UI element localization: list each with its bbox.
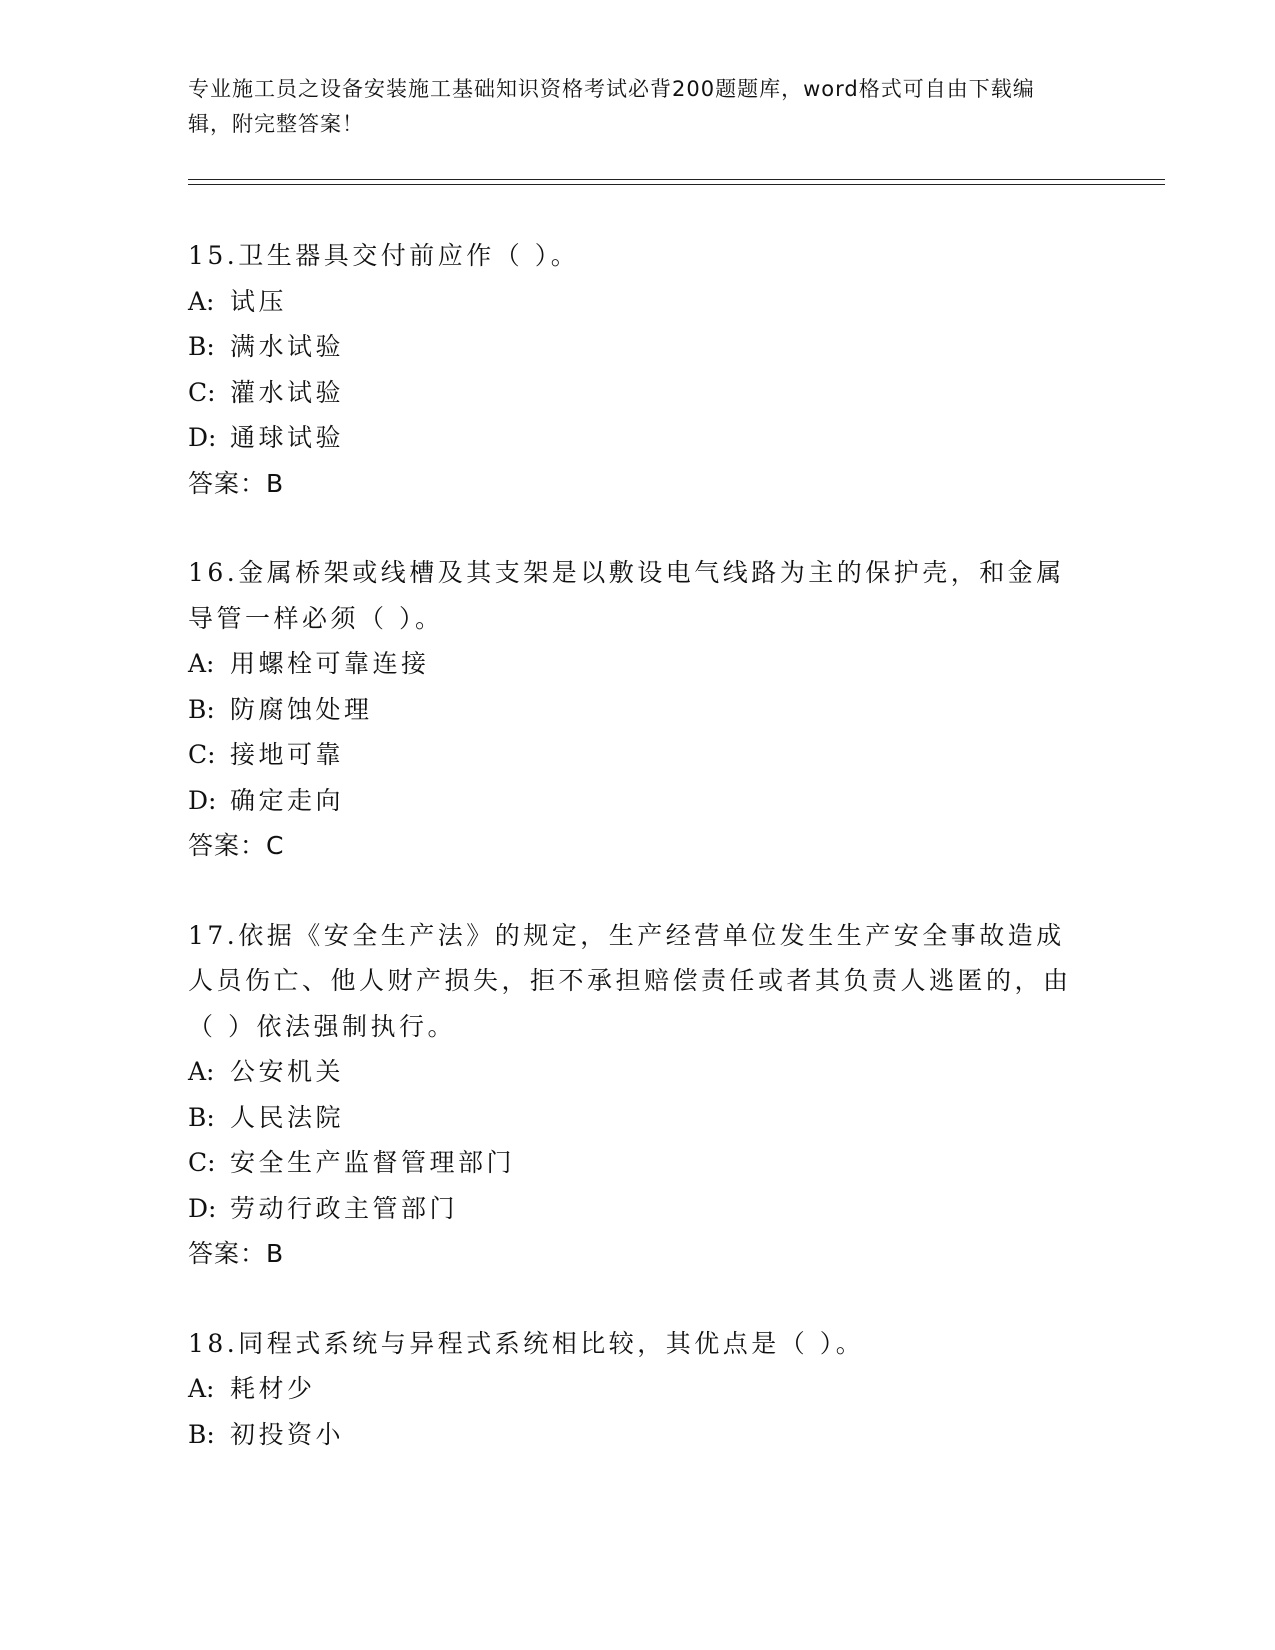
option-letter: C: bbox=[188, 1148, 216, 1177]
option-d bbox=[188, 1186, 1088, 1232]
option-d bbox=[188, 415, 1088, 461]
document-header: 专业施工员之设备安装施工基础知识资格考试必背200题题库，word格式可自由下载编辑，附完整答案！ bbox=[188, 77, 1035, 136]
option-text: 耗材少 bbox=[230, 1374, 316, 1403]
option-letter: A: bbox=[188, 286, 215, 316]
option-text: 人民法院 bbox=[230, 1102, 345, 1132]
option-c bbox=[188, 1140, 1088, 1186]
option-c bbox=[188, 370, 1088, 416]
question-18 bbox=[188, 1321, 1088, 1458]
option-b bbox=[188, 324, 1088, 370]
header-divider-bottom bbox=[188, 184, 1165, 185]
option-letter: D: bbox=[188, 1193, 217, 1223]
option-text: 防腐蚀处理 bbox=[230, 694, 373, 724]
option-letter: A: bbox=[188, 649, 215, 678]
answer-line: 答案：B bbox=[188, 468, 285, 498]
question-17 bbox=[188, 913, 1088, 1277]
option-b bbox=[188, 1412, 1088, 1458]
option-letter: D: bbox=[188, 785, 217, 815]
question-stem: 15.卫生器具交付前应作（ ）。 bbox=[188, 241, 580, 270]
answer-line: 答案：C bbox=[188, 831, 285, 860]
option-letter: B: bbox=[188, 1419, 215, 1449]
header-divider-top bbox=[188, 179, 1165, 180]
option-letter: C: bbox=[188, 740, 216, 769]
question-15 bbox=[188, 233, 1088, 506]
option-text: 安全生产监督管理部门 bbox=[230, 1148, 516, 1177]
option-text: 确定走向 bbox=[230, 785, 345, 815]
option-letter: B: bbox=[188, 1102, 215, 1132]
option-b bbox=[188, 1095, 1088, 1141]
question-stem: 18.同程式系统与异程式系统相比较，其优点是（ ）。 bbox=[188, 1328, 865, 1358]
option-text: 试压 bbox=[230, 286, 288, 316]
option-text: 用螺栓可靠连接 bbox=[230, 649, 430, 678]
option-c bbox=[188, 732, 1088, 778]
question-16 bbox=[188, 550, 1088, 869]
option-letter: A: bbox=[188, 1057, 215, 1086]
answer-line: 答案：B bbox=[188, 1239, 285, 1268]
option-a bbox=[188, 1049, 1088, 1095]
option-text: 满水试验 bbox=[230, 332, 345, 361]
option-d bbox=[188, 778, 1088, 824]
option-a bbox=[188, 641, 1088, 687]
option-text: 公安机关 bbox=[230, 1057, 345, 1086]
option-text: 灌水试验 bbox=[230, 377, 345, 407]
option-letter: C: bbox=[188, 377, 216, 407]
option-text: 通球试验 bbox=[230, 423, 345, 452]
option-text: 接地可靠 bbox=[230, 740, 345, 769]
option-letter: B: bbox=[188, 694, 215, 724]
option-a bbox=[188, 279, 1088, 325]
option-letter: A: bbox=[188, 1374, 215, 1403]
option-text: 劳动行政主管部门 bbox=[230, 1193, 459, 1223]
option-a bbox=[188, 1366, 1088, 1412]
question-list bbox=[188, 233, 1088, 1501]
option-b bbox=[188, 687, 1088, 733]
question-stem: 16.金属桥架或线槽及其支架是以敷设电气线路为主的保护壳，和金属导管一样必须（ ）。 bbox=[188, 558, 1065, 633]
option-text: 初投资小 bbox=[230, 1419, 345, 1449]
option-letter: B: bbox=[188, 332, 215, 361]
question-stem: 17.依据《安全生产法》的规定，生产经营单位发生生产安全事故造成人员伤亡、他人财产损失，拒不承担赔偿责任或者其负责人逃匿的，由（ ）依法强制执行。 bbox=[188, 920, 1072, 1041]
option-letter: D: bbox=[188, 423, 217, 452]
